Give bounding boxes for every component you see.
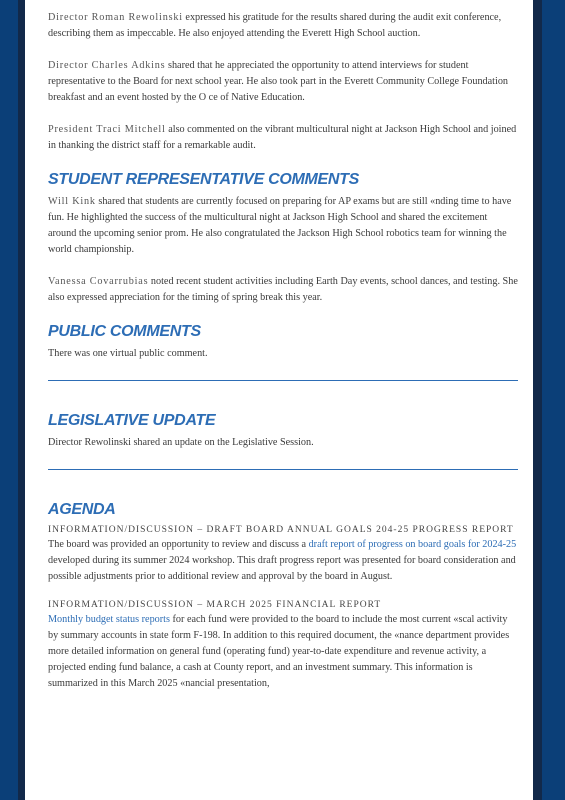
covarrubias-comment xyxy=(48,274,518,306)
kink-name: Will Kink xyxy=(48,196,96,207)
agenda-item-financial-title: INFORMATION/DISCUSSION – MARCH 2025 FINANCIAL REPORT xyxy=(48,600,382,610)
agenda-item-goals-pre: The board was provided an opportunity to review and discuss a xyxy=(48,539,309,550)
agenda-item-goals-title: INFORMATION/DISCUSSION – DRAFT BOARD ANNUAL GOALS 204-25 PROGRESS REPORT xyxy=(48,525,514,535)
rewolinski-text: expressed his gratitude for the results shared during the audit exit conference, describing them as impeccable. He also enjoyed attending the Everett High School auction. xyxy=(48,12,502,39)
covarrubias-name: Vanessa Covarrubias xyxy=(48,276,149,287)
agenda-heading: AGENDA xyxy=(48,501,116,518)
section-divider xyxy=(48,469,518,470)
budget-status-reports-link[interactable]: Monthly budget status reports xyxy=(48,614,170,625)
page-content xyxy=(48,10,518,706)
covarrubias-text: noted recent student activities including Earth Day events, school dances, and testing. She also expressed appreciation for the timing of spring break this year. xyxy=(48,276,518,303)
adkins-comment xyxy=(48,58,518,106)
legislative-update-text: Director Rewolinski shared an update on the Legislative Session. xyxy=(48,437,314,448)
kink-comment xyxy=(48,194,518,258)
agenda-item-financial-post: for each fund were provided to the board to include the most current «scal activity by summary accounts in state form F-198. In addition to this required document, the «nance department provides more detailed information on general fund (operating fund) year-to-date expenditure and revenue activity, a projected ending fund balance, a cash at County report, and an investment summary. This information is summarized in this March 2025 «nancial presentation, xyxy=(48,614,510,689)
public-comments-heading: PUBLIC COMMENTS xyxy=(48,323,201,340)
left-border-shadow xyxy=(18,0,25,800)
agenda-item-financial-text xyxy=(48,612,518,692)
section-divider xyxy=(48,380,518,381)
right-border-band xyxy=(542,0,565,800)
student-comments-heading: STUDENT REPRESENTATIVE COMMENTS xyxy=(48,171,360,188)
agenda-item-goals-post: developed during its summer 2024 workshop. This draft progress report was presented for board consideration and possible adjustments prior to additional review and approval by the board in August. xyxy=(48,555,516,582)
adkins-name: Director Charles Adkins xyxy=(48,60,166,71)
mitchell-name: President Traci Mitchell xyxy=(48,124,166,135)
mitchell-text: also commented on the vibrant multicultural night at Jackson High School and joined in thanking the district staff for a remarkable audit. xyxy=(48,124,517,151)
kink-text: shared that students are currently focused on preparing for AP exams but are still «nding time to have fun. He highlighted the success of the multicultural night at Jackson High School and shared the excitement around the upcoming senior prom. He also congratulated the Jackson High School robotics team for winning the world championship. xyxy=(48,196,512,255)
right-border-shadow xyxy=(533,0,542,800)
newsletter-page xyxy=(25,0,533,800)
rewolinski-comment xyxy=(48,10,518,42)
legislative-update-heading: LEGISLATIVE UPDATE xyxy=(48,412,216,429)
public-comments-text: There was one virtual public comment. xyxy=(48,348,208,359)
agenda-item-goals-text xyxy=(48,537,518,585)
adkins-text: shared that he appreciated the opportunity to attend interviews for student representative to the Board for next school year. He also took part in the Everett Community College Foundation breakfast and an event hosted by the O ce of Native Education. xyxy=(48,60,509,103)
mitchell-comment xyxy=(48,122,518,154)
rewolinski-name: Director Roman Rewolinski xyxy=(48,12,183,23)
left-border-band xyxy=(0,0,18,800)
draft-report-link[interactable]: draft report of progress on board goals for 2024-25 xyxy=(308,539,517,550)
